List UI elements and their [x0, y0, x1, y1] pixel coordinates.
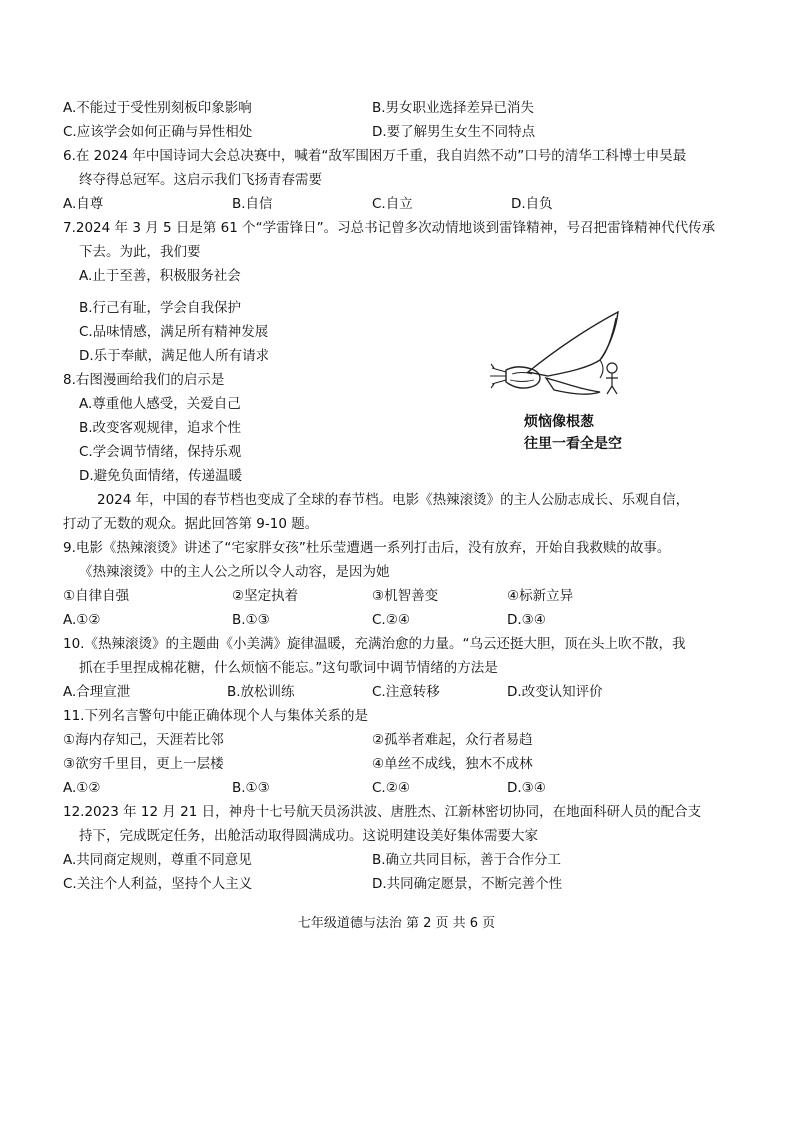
q6-option-d: D.自负: [511, 196, 553, 212]
q12-option-d: D.共同确定愿景，不断完善个性: [372, 876, 563, 892]
q7-option-d: D.乐于奉献，满足他人所有请求: [79, 348, 270, 364]
figure-body: [606, 373, 618, 394]
q11-statement-3: ③欲穷千里目，更上一层楼: [63, 756, 224, 772]
q6-option-b: B.自信: [232, 196, 273, 212]
page-footer: 七年级道德与法治 第 2 页 共 6 页: [297, 916, 496, 931]
q7-stem-line2: 下去。为此，我们要: [79, 244, 201, 260]
q10-stem-line1: 10.《热辣滚烫》的主题曲《小美满》旋律温暖，充满治愈的力量。“乌云还挺大胆，顶在头上吹不散，我: [63, 636, 686, 652]
q12-option-c: C.关注个人利益，坚持个人主义: [63, 876, 253, 892]
q7-stem-line1: 7.2024 年 3 月 5 日是第 61 个“学雷锋日”。习总书记曾多次动情地谈到雷锋精神，号召把雷锋精神代代传承: [63, 220, 716, 236]
onion-leaf-upper: [528, 312, 618, 376]
q10-option-b: B.放松训练: [227, 684, 295, 700]
q10-stem-line2: 抓在手里捏成棉花糖，什么烦恼不能忘。”这句歌词中调节情绪的方法是: [79, 660, 498, 676]
q11-statement-2: ②孤举者难起，众行者易趋: [372, 732, 533, 748]
figure-head: [607, 363, 617, 373]
q9-option-b: B.①③: [232, 612, 270, 628]
q12-stem-line1: 12.2023 年 12 月 21 日，神舟十七号航天员汤洪波、唐胜杰、江新林密切协同，在地面科研人员的配合支: [63, 804, 702, 820]
q9-statement-1: ①自律自强: [63, 588, 130, 604]
onion-leaf-inner: [600, 318, 616, 360]
onion-roots: [490, 364, 506, 388]
q10-option-a: A.合理宣泄: [63, 684, 131, 700]
q9-statement-2: ②坚定执着: [232, 588, 299, 604]
q11-stem: 11.下列名言警句中能正确体现个人与集体关系的是: [63, 708, 368, 724]
q11-option-d: D.③④: [507, 780, 546, 796]
q9-option-c: C.②④: [372, 612, 410, 628]
q9-stem-line2: 《热辣滚烫》中的主人公之所以令人动容，是因为她: [79, 564, 390, 580]
q5-option-a: A.不能过于受性别刻板印象影响: [63, 100, 252, 116]
q11-option-c: C.②④: [372, 780, 410, 796]
q12-stem-line2: 持下，完成既定任务，出舱活动取得圆满成功。这说明建设美好集体需要大家: [79, 828, 538, 844]
passage-line2: 打动了无数的观众。据此回答第 9-10 题。: [63, 516, 319, 532]
q6-stem-line1: 6.在 2024 年中国诗词大会总决赛中，喊着“敌军围困万千重，我自岿然不动”口号的清华工科博士申昊最: [63, 148, 687, 164]
q7-option-b: B.行己有耻，学会自我保护: [79, 300, 242, 316]
q11-option-b: B.①③: [232, 780, 270, 796]
q8-option-a: A.尊重他人感受，关爱自己: [79, 396, 241, 412]
q10-option-d: D.改变认知评价: [507, 684, 603, 700]
onion-leaf-lower: [546, 378, 600, 394]
q10-option-c: C.注意转移: [372, 684, 440, 700]
q9-option-d: D.③④: [507, 612, 546, 628]
passage-line1: 2024 年，中国的春节档也变成了全球的春节档。电影《热辣滚烫》的主人公励志成长、乐观自信，: [97, 492, 690, 508]
q5-option-d: D.要了解男生女生不同特点: [372, 124, 536, 140]
q7-option-a: A.止于至善，积极服务社会: [79, 268, 241, 284]
q11-statement-4: ④单丝不成线，独木不成林: [372, 756, 533, 772]
q9-statement-3: ③机智善变: [372, 588, 439, 604]
onion-leaf-tip: [600, 360, 603, 378]
q12-option-b: B.确立共同目标，善于合作分工: [372, 852, 562, 868]
cartoon-caption-line2: 往里一看全是空: [524, 436, 622, 452]
q7-option-c: C.品味情感，满足所有精神发展: [79, 324, 269, 340]
q6-option-c: C.自立: [372, 196, 413, 212]
q5-option-c: C.应该学会如何正确与异性相处: [63, 124, 253, 140]
q9-stem-line1: 9.电影《热辣滚烫》讲述了“宅家胖女孩”杜乐莹遭遇一系列打击后，没有放弃，开始自我救赎的故事。: [63, 540, 671, 556]
cartoon-caption-line1: 烦恼像根葱: [524, 414, 594, 430]
q8-stem: 8.右图漫画给我们的启示是: [63, 372, 225, 388]
q9-option-a: A.①②: [63, 612, 101, 628]
q11-option-a: A.①②: [63, 780, 101, 796]
onion-stem: [506, 367, 540, 388]
q9-statement-4: ④标新立异: [507, 588, 574, 604]
onion-stem-lines: [510, 373, 534, 382]
q5-option-b: B.男女职业选择差异已消失: [372, 100, 535, 116]
q8-option-b: B.改变客观规律，追求个性: [79, 420, 242, 436]
q11-statement-1: ①海内存知己，天涯若比邻: [63, 732, 224, 748]
q6-option-a: A.自尊: [63, 196, 104, 212]
q6-stem-line2: 终夺得总冠军。这启示我们飞扬青春需要: [79, 172, 322, 188]
q12-option-a: A.共同商定规则，尊重不同意见: [63, 852, 252, 868]
q8-option-d: D.避免负面情绪，传递温暖: [79, 468, 243, 484]
q8-option-c: C.学会调节情绪，保持乐观: [79, 444, 242, 460]
